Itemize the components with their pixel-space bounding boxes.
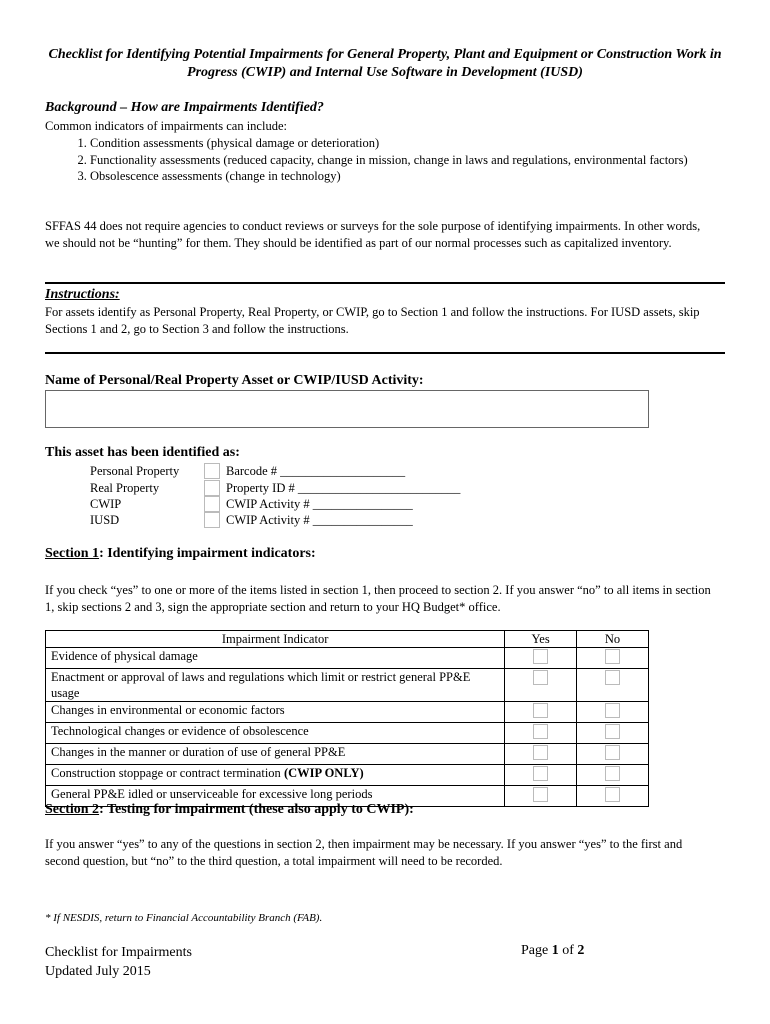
no-cell: [577, 648, 649, 669]
no-checkbox[interactable]: [605, 649, 620, 664]
no-checkbox[interactable]: [605, 724, 620, 739]
iusd-checkbox[interactable]: [204, 512, 220, 528]
indicator-cell: Technological changes or evidence of obsolescence: [46, 723, 505, 744]
footer-left: [45, 943, 192, 981]
yes-checkbox[interactable]: [533, 787, 548, 802]
yes-checkbox[interactable]: [533, 766, 548, 781]
asset-name-field[interactable]: [45, 390, 649, 428]
yes-cell: [505, 669, 577, 702]
section1-heading: [45, 546, 316, 562]
no-cell: [577, 786, 649, 807]
background-intro: Common indicators of impairments can include:: [45, 119, 287, 133]
identified-label: CWIP: [90, 497, 122, 511]
instructions-text: For assets identify as Personal Property, Real Property, or CWIP, go to Section 1 and follow the instructions. For IUSD assets, skip Sections 1 and 2, go to Section 3 and follow the instructions.: [45, 305, 700, 336]
no-checkbox[interactable]: [605, 745, 620, 760]
column-header: Yes: [505, 631, 577, 648]
page-total: 2: [577, 943, 585, 958]
indicator-cell: Changes in the manner or duration of use of general PP&E: [46, 744, 505, 765]
sffas-paragraph: SFFAS 44 does not require agencies to conduct reviews or surveys for the sole purpose of identifying impairments. In other words, we should not be “hunting” for them. They should be identified as part of our normal processes such as capitalized inventory.: [45, 219, 701, 250]
impairment-indicator-table: [45, 630, 649, 807]
indicator-cell: Enactment or approval of laws and regulations which limit or restrict general PP&E usage: [46, 669, 505, 702]
cwip-only-note: (CWIP ONLY): [283, 766, 364, 780]
table-row: [46, 648, 649, 669]
page-prefix: Page: [521, 943, 552, 958]
section1-title: : Identifying impairment indicators:: [99, 546, 316, 561]
real-property-checkbox[interactable]: [204, 480, 220, 496]
list-item: 1. Condition assessments (physical damage or deterioration): [90, 135, 760, 152]
no-checkbox[interactable]: [605, 766, 620, 781]
table-header-row: [46, 631, 649, 648]
list-item: 3. Obsolescence assessments (change in technology): [90, 168, 760, 185]
instructions-heading: Instructions:: [45, 287, 120, 302]
table-row: [46, 744, 649, 765]
asset-name-label: Name of Personal/Real Property Asset or CWIP/IUSD Activity:: [45, 373, 424, 388]
section1-text: If you check “yes” to one or more of the items listed in section 1, then proceed to section 2. If you answer “no” to all items in section 1, skip sections 2 and 3, sign the appropriate section and return to your HQ Budget* office.: [45, 583, 711, 614]
no-checkbox[interactable]: [605, 670, 620, 685]
footnote: * If NESDIS, return to Financial Accountability Branch (FAB).: [45, 912, 323, 924]
identified-as-heading: This asset has been identified as:: [45, 445, 240, 460]
cwip-activity-field[interactable]: CWIP Activity # ________________: [226, 497, 413, 511]
no-cell: [577, 702, 649, 723]
section2-text: If you answer “yes” to any of the questions in section 2, then impairment may be necessary. If you answer “yes” to the first and second question, but “no” to the third question, a total impairment will need to be recorded.: [45, 837, 683, 868]
footer-doc-name: Checklist for Impairments: [45, 945, 192, 960]
divider: [45, 282, 725, 284]
yes-cell: [505, 744, 577, 765]
indicator-cell: Changes in environmental or economic factors: [46, 702, 505, 723]
section2-heading: [45, 802, 414, 818]
column-header: No: [577, 631, 649, 648]
page-current: 1: [551, 943, 559, 958]
no-cell: [577, 744, 649, 765]
background-heading: Background – How are Impairments Identified?: [45, 100, 324, 115]
indicator-text: Construction stoppage or contract termination: [51, 766, 284, 780]
personal-property-checkbox[interactable]: [204, 463, 220, 479]
section2-number: Section 2: [45, 802, 100, 817]
identified-label: Personal Property: [90, 464, 180, 478]
table-row: [46, 702, 649, 723]
identified-label: Real Property: [90, 481, 160, 495]
yes-cell: [505, 765, 577, 786]
list-item: 2. Functionality assessments (reduced capacity, change in mission, change in laws and regulations, environmental factors): [90, 152, 760, 169]
no-cell: [577, 669, 649, 702]
yes-checkbox[interactable]: [533, 703, 548, 718]
yes-cell: [505, 702, 577, 723]
cwip-checkbox[interactable]: [204, 496, 220, 512]
impairment-indicator-list: [45, 135, 760, 185]
footer-updated: Updated July 2015: [45, 964, 151, 979]
table-row: [46, 669, 649, 702]
no-cell: [577, 723, 649, 744]
no-checkbox[interactable]: [605, 787, 620, 802]
divider: [45, 352, 725, 354]
table-row: [46, 765, 649, 786]
page-title: Checklist for Identifying Potential Impairments for General Property, Plant and Equipment or Construction Work in Progress (CWIP) and Internal Use Software in Development (IUSD): [48, 47, 722, 80]
yes-checkbox[interactable]: [533, 670, 548, 685]
section2-title: : Testing for impairment (these also apply to CWIP):: [99, 802, 414, 817]
iusd-activity-field[interactable]: CWIP Activity # ________________: [226, 513, 413, 527]
column-header: Impairment Indicator: [46, 631, 505, 648]
yes-cell: [505, 648, 577, 669]
property-id-field[interactable]: Property ID # __________________________: [226, 481, 461, 495]
no-cell: [577, 765, 649, 786]
page-number: [521, 943, 584, 959]
yes-cell: [505, 723, 577, 744]
yes-checkbox[interactable]: [533, 649, 548, 664]
section1-number: Section 1: [45, 546, 100, 561]
table-row: [46, 723, 649, 744]
indicator-cell: General PP&E idled or unserviceable for excessive long periods: [46, 786, 505, 807]
indicator-cell: Evidence of physical damage: [46, 648, 505, 669]
indicator-cell: [46, 765, 505, 786]
page-of: of: [558, 943, 578, 958]
no-checkbox[interactable]: [605, 703, 620, 718]
yes-checkbox[interactable]: [533, 724, 548, 739]
barcode-field[interactable]: Barcode # ____________________: [226, 464, 406, 478]
yes-checkbox[interactable]: [533, 745, 548, 760]
yes-cell: [505, 786, 577, 807]
identified-label: IUSD: [90, 513, 120, 527]
